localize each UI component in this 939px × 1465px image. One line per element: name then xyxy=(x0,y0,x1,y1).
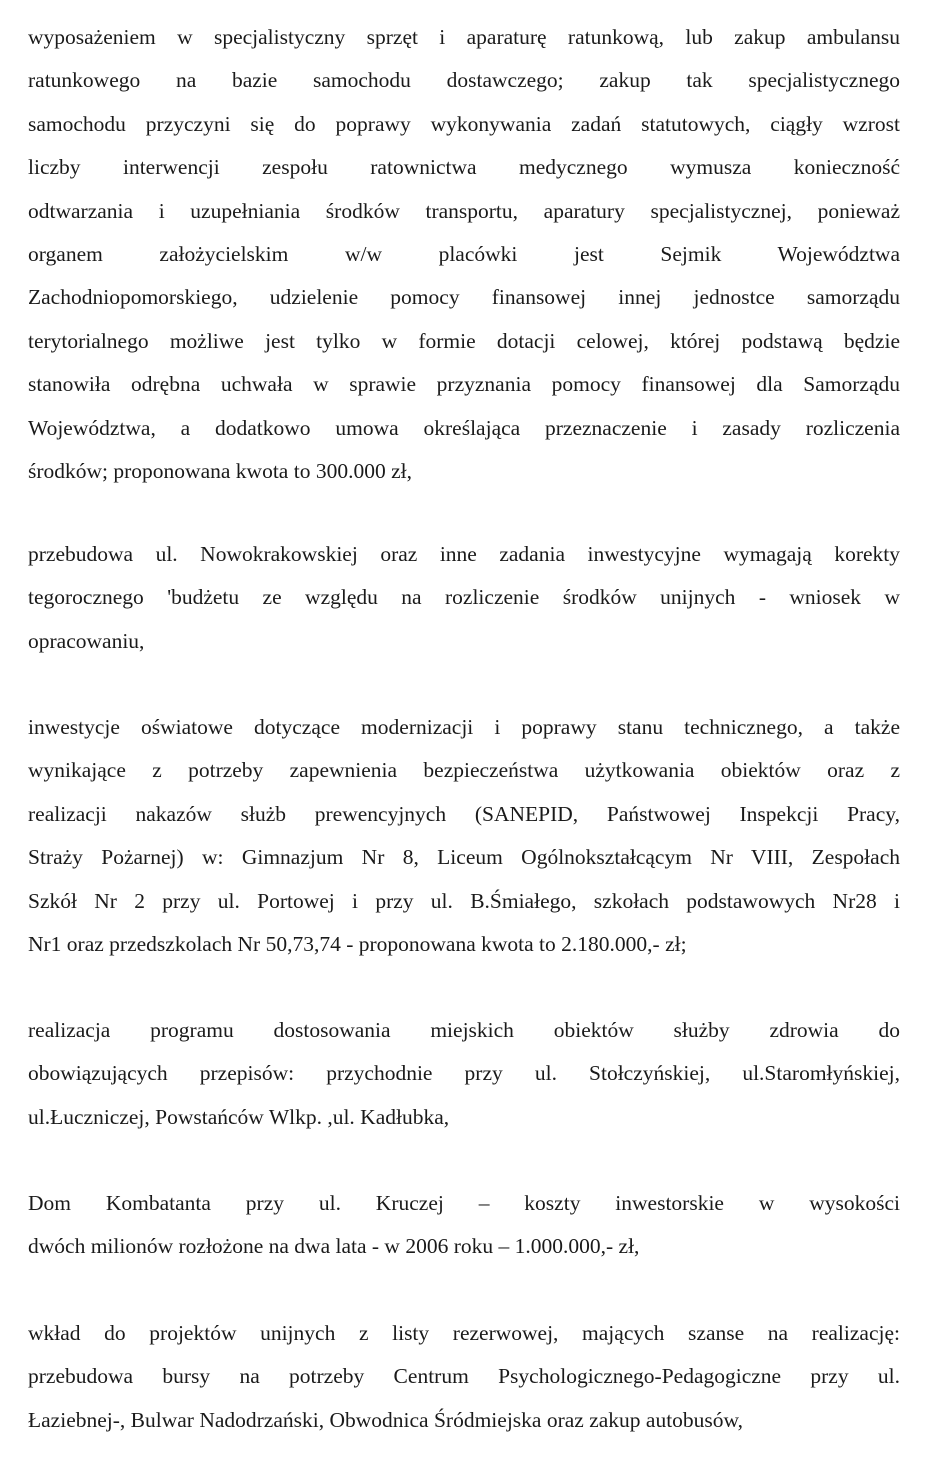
paragraph-veterans-house xyxy=(28,1182,900,1269)
text-line: Straży Pożarnej) w: Gimnazjum Nr 8, Liceum Ogólnokształcącym Nr VIII, Zespołach xyxy=(28,845,900,870)
paragraph-education-investments xyxy=(28,706,900,966)
text-line: Dom Kombatanta przy ul. Kruczej – koszty inwestorskie w wysokości xyxy=(28,1191,900,1215)
text-line: odtwarzania i uzupełniania środków transportu, aparatury specjalistycznej, ponieważ xyxy=(28,198,900,223)
text-line: stanowiła odrębna uchwała w sprawie przyznania pomocy finansowej dla Samorządu xyxy=(28,372,900,397)
text-line: środków; proponowana kwota to 300.000 zł, xyxy=(28,458,412,483)
text-line: Województwa, a dodatkowo umowa określająca przeznaczenie i zasady rozliczenia xyxy=(28,415,900,440)
text-line: obowiązujących przepisów: przychodnie przy ul. Stołczyńskiej, ul.Staromłyńskiej, xyxy=(28,1061,900,1086)
text-line: wkład do projektów unijnych z listy rezerwowej, mających szanse na realizację: xyxy=(28,1321,900,1345)
text-line: Łaziebnej-, Bulwar Nadodrzański, Obwodnica Śródmiejska oraz zakup autobusów, xyxy=(28,1407,744,1432)
text-line: organem założycielskim w/w placówki jest Sejmik Województwa xyxy=(28,241,900,266)
text-line: ul.Łuczniczej, Powstańców Wlkp. ,ul. Kadłubka, xyxy=(28,1104,450,1129)
text-line: dwóch milionów rozłożone na dwa lata - w 2006 roku – 1.000.000,- zł, xyxy=(28,1234,640,1259)
text-line: inwestycje oświatowe dotyczące modernizacji i poprawy stanu technicznego, a także xyxy=(28,715,900,739)
text-line: liczby interwencji zespołu ratownictwa medycznego wymusza konieczność xyxy=(28,155,900,180)
text-line: tegorocznego 'budżetu ze względu na rozliczenie środków unijnych - wniosek w xyxy=(28,585,900,610)
paragraph-eu-projects xyxy=(28,1312,900,1442)
paragraph-ambulance-funding xyxy=(28,16,900,493)
text-line: Nr1 oraz przedszkolach Nr 50,73,74 - proponowana kwota to 2.180.000,- zł; xyxy=(28,931,687,956)
text-line: realizacji nakazów służb prewencyjnych (SANEPID, Państwowej Inspekcji Pracy, xyxy=(28,801,900,826)
text-line: opracowaniu, xyxy=(28,628,145,653)
text-line: realizacja programu dostosowania miejskich obiektów służby zdrowia do xyxy=(28,1018,900,1042)
text-line: przebudowa bursy na potrzeby Centrum Psychologicznego-Pedagogiczne przy ul. xyxy=(28,1364,900,1389)
text-line: ratunkowego na bazie samochodu dostawczego; zakup tak specjalistycznego xyxy=(28,68,900,93)
text-line: wyposażeniem w specjalistyczny sprzęt i aparaturę ratunkową, lub zakup ambulansu xyxy=(28,25,900,49)
paragraph-health-facilities xyxy=(28,1009,900,1139)
text-line: przebudowa ul. Nowokrakowskiej oraz inne zadania inwestycyjne wymagają korekty xyxy=(28,542,900,566)
text-line: Zachodniopomorskiego, udzielenie pomocy finansowej innej jednostce samorządu xyxy=(28,285,900,310)
text-line: samochodu przyczyni się do poprawy wykonywania zadań statutowych, ciągły wzrost xyxy=(28,111,900,136)
text-line: wynikające z potrzeby zapewnienia bezpieczeństwa użytkowania obiektów oraz z xyxy=(28,758,900,783)
text-line: terytorialnego możliwe jest tylko w formie dotacji celowej, której podstawą będzie xyxy=(28,328,900,353)
text-line: Szkół Nr 2 przy ul. Portowej i przy ul. B.Śmiałego, szkołach podstawowych Nr28 i xyxy=(28,888,900,913)
paragraph-nowokrakowska-reconstruction xyxy=(28,533,900,663)
